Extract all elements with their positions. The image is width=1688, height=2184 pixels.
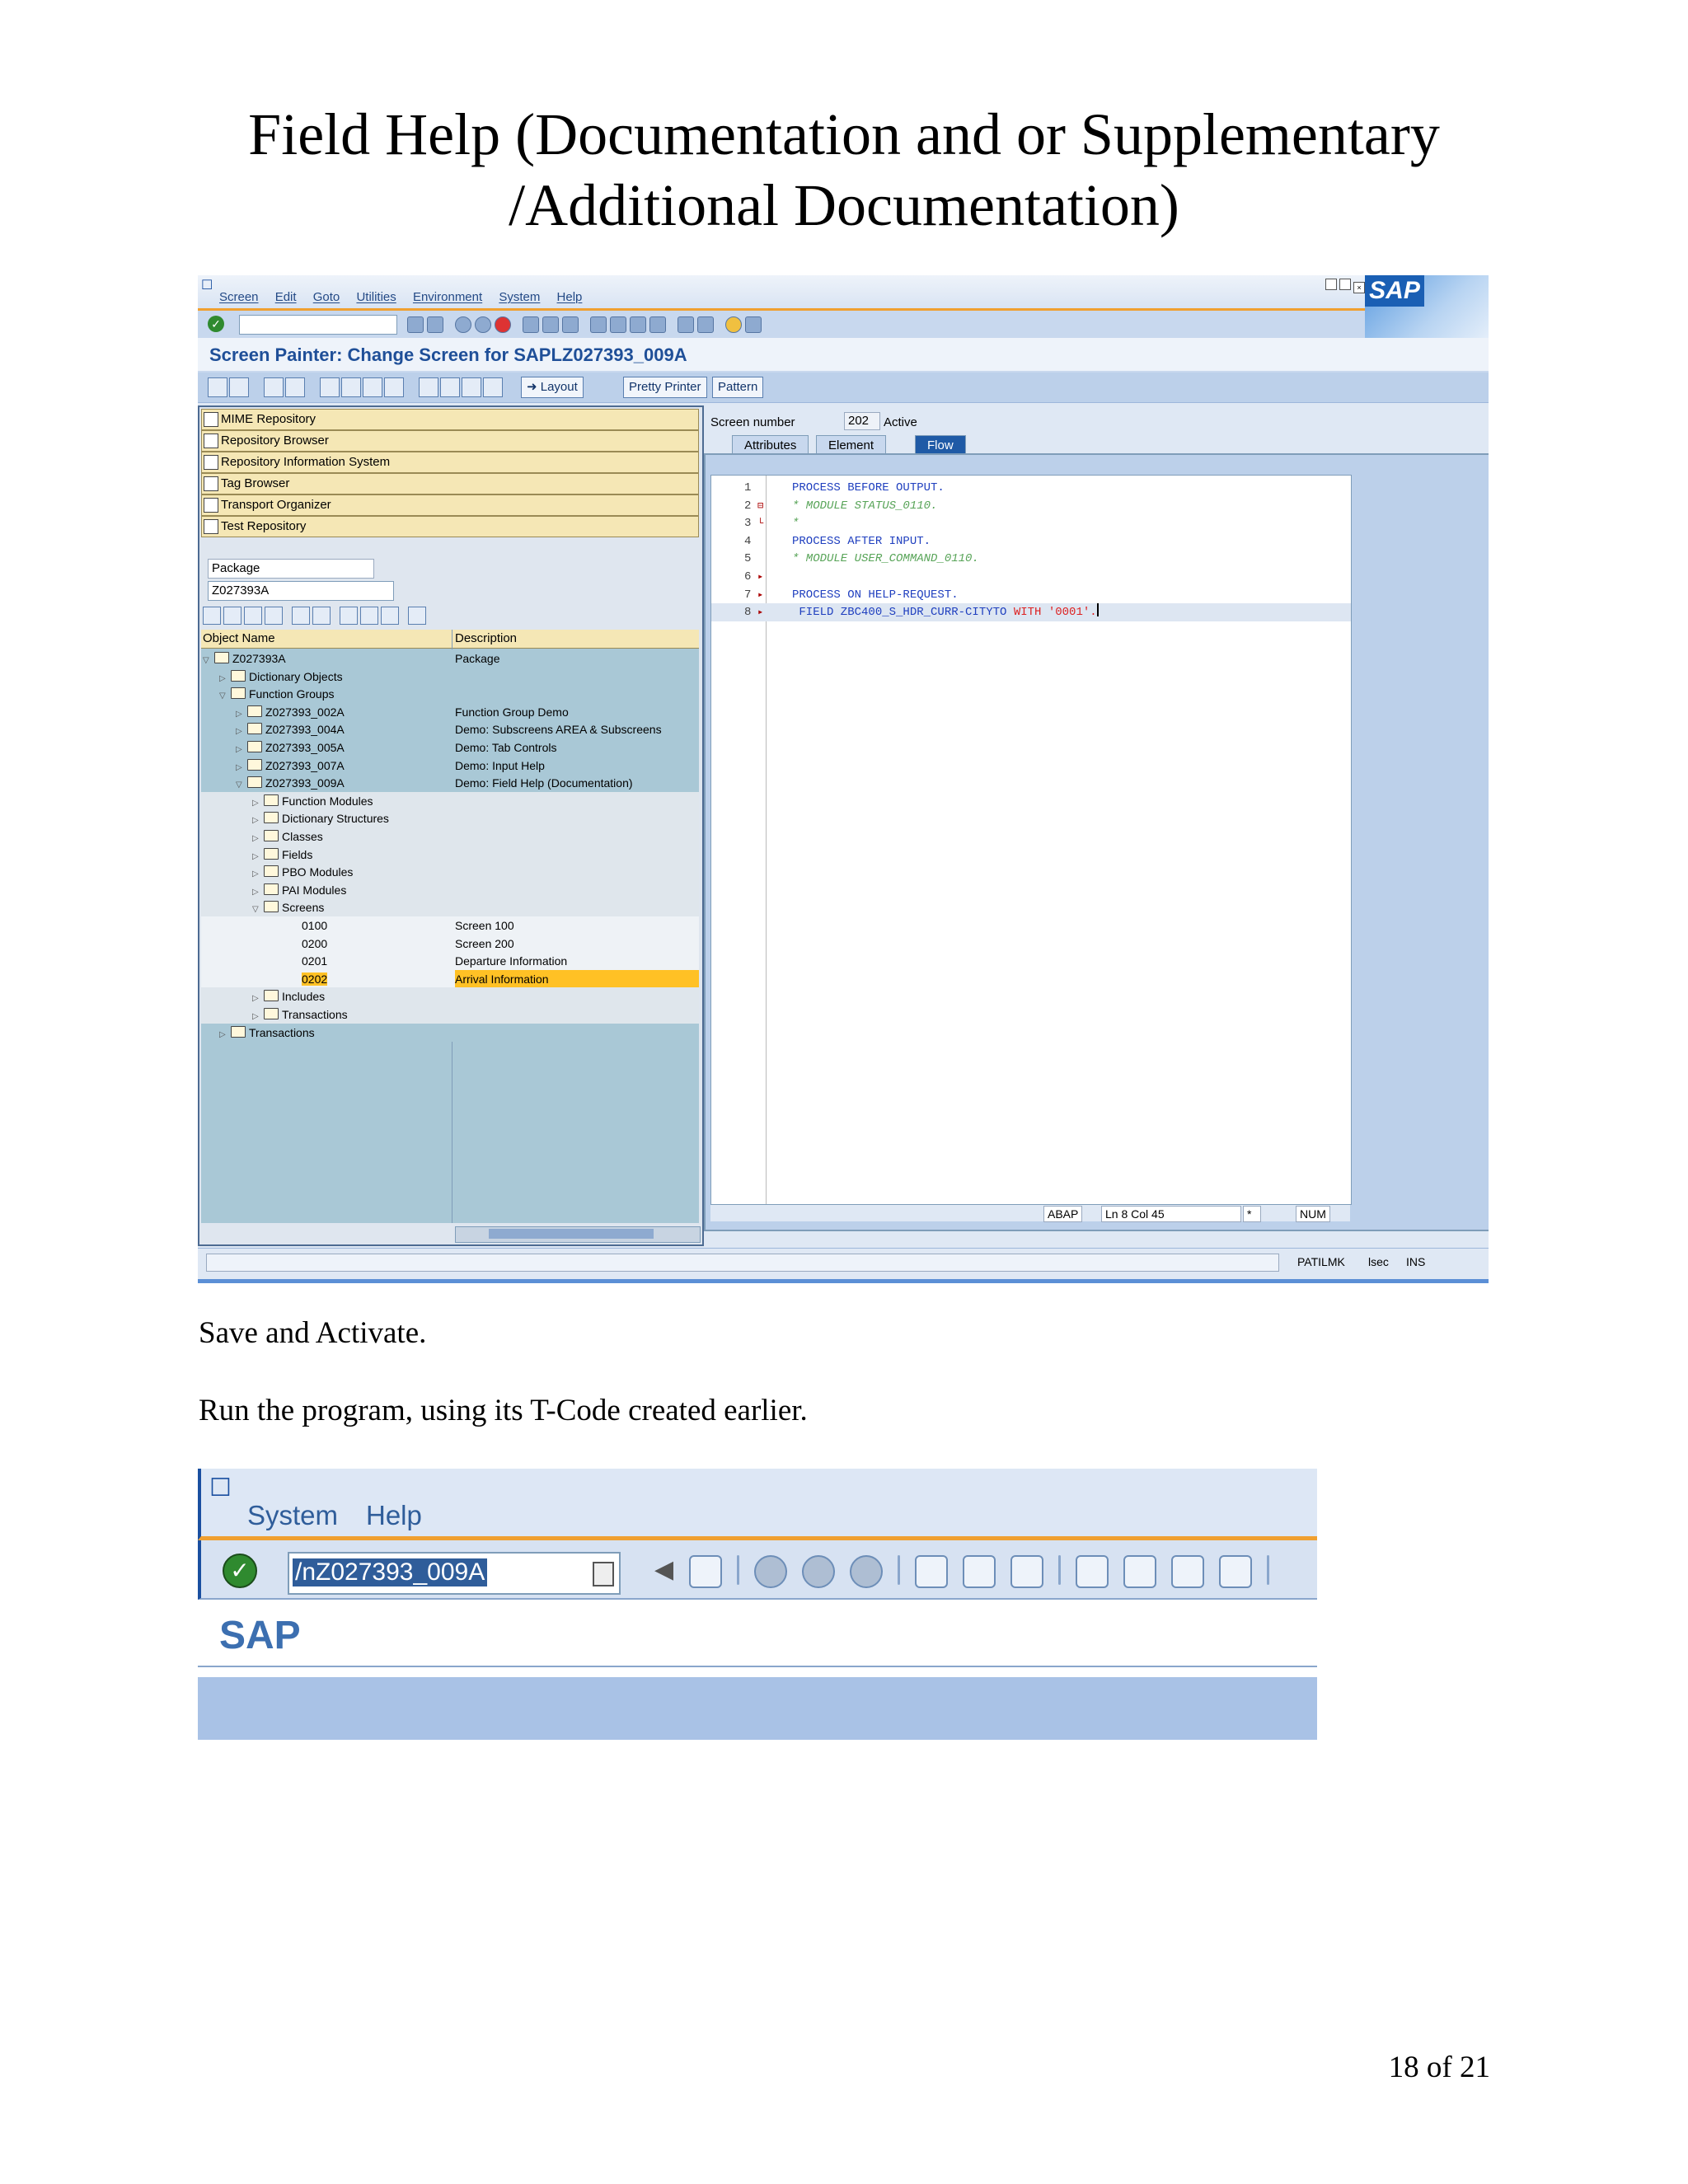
modified-flag: * xyxy=(1243,1206,1261,1222)
tree-row[interactable]: ▷ Z027393_004A Demo: Subscreens AREA & Subscreens xyxy=(201,720,699,738)
tree-display-icon[interactable] xyxy=(360,607,378,625)
first-page-icon[interactable] xyxy=(590,316,607,333)
tree-toolbar xyxy=(203,607,429,628)
last-page-icon-2[interactable] xyxy=(1219,1555,1252,1588)
nav-test-repository[interactable]: Test Repository xyxy=(201,516,699,537)
info-icon[interactable] xyxy=(483,377,503,397)
num-lock: NUM xyxy=(1296,1206,1330,1222)
menu-items xyxy=(219,290,595,304)
title-bar xyxy=(198,338,1489,373)
save-icon-2[interactable] xyxy=(689,1555,722,1588)
window-controls xyxy=(1323,279,1365,293)
back-icon-2[interactable] xyxy=(754,1555,787,1588)
tree-row[interactable]: ▷ Classes xyxy=(201,827,699,846)
menu-bar xyxy=(198,275,1489,311)
tree-row[interactable]: ▷ PAI Modules xyxy=(201,881,699,899)
code-line[interactable]: 8 ▸ FIELD ZBC400_S_HDR_CURR-CITYTO WITH '0001'. xyxy=(711,603,1351,621)
screen-painter-screenshot xyxy=(198,275,1489,1283)
enter-check-icon-2[interactable]: ✓ xyxy=(223,1554,257,1588)
tree-up-icon[interactable] xyxy=(223,607,241,625)
window-icon[interactable]: ☐ xyxy=(201,279,213,293)
folder-icon xyxy=(214,652,229,663)
command-field-2[interactable] xyxy=(288,1552,621,1595)
code-line[interactable]: 2 ⊟ * MODULE STATUS_0110. xyxy=(711,497,1351,515)
find-icon-2[interactable] xyxy=(963,1555,996,1588)
cursor-position: Ln 8 Col 45 xyxy=(1101,1206,1241,1222)
code-line[interactable]: 6 ▸ xyxy=(711,568,1351,586)
fold-marker-icon: ⊟ xyxy=(757,499,764,512)
tree-row[interactable]: ▷ Z027393_007A Demo: Input Help xyxy=(201,757,699,775)
close-icon[interactable]: × xyxy=(1353,282,1365,293)
command-text: /nZ027393_009A xyxy=(293,1558,487,1586)
menu-utilities[interactable]: Utilities xyxy=(356,290,396,304)
editor-language: ABAP xyxy=(1043,1206,1082,1222)
tree-row[interactable]: ▽ Z027393A Package xyxy=(201,649,699,668)
tree-row[interactable]: ▷ Fields xyxy=(201,846,699,864)
menu-environment[interactable]: Environment xyxy=(412,290,483,304)
transport-icon xyxy=(204,498,218,513)
menu-screen[interactable]: Screen xyxy=(219,290,259,304)
tree-back-icon[interactable] xyxy=(203,607,221,625)
fold-marker-icon: └ xyxy=(757,518,764,530)
folder-icon xyxy=(264,883,279,895)
next-page-icon[interactable] xyxy=(630,316,646,333)
tag-icon xyxy=(204,476,218,491)
tree-row[interactable]: ▽ Function Groups xyxy=(201,685,699,703)
tree-row[interactable]: ▷ Dictionary Structures xyxy=(201,809,699,827)
folder-icon xyxy=(247,723,262,734)
history-icon[interactable] xyxy=(593,1562,614,1586)
tab-flow-logic[interactable]: Flow xyxy=(915,435,966,456)
folder-icon xyxy=(247,705,262,717)
display-change-icon[interactable] xyxy=(264,377,284,397)
menu-help[interactable]: Help xyxy=(556,290,583,304)
tree-row[interactable]: ▽ Screens xyxy=(201,898,699,916)
menu-edit[interactable]: Edit xyxy=(274,290,297,304)
object-type-select[interactable]: Package xyxy=(208,559,374,579)
status-bar xyxy=(198,1248,1489,1277)
sap-easy-access-screenshot xyxy=(198,1469,1317,1755)
help-icon[interactable] xyxy=(725,316,742,333)
nav-tag-browser[interactable]: Tag Browser xyxy=(201,473,699,494)
folder-icon xyxy=(231,687,246,699)
print-icon-2[interactable] xyxy=(915,1555,948,1588)
tree-row[interactable]: ▷ Function Modules xyxy=(201,792,699,810)
message-area xyxy=(206,1254,1279,1272)
tree-row[interactable]: ▷ Transactions xyxy=(201,1005,699,1024)
title-bar-2 xyxy=(198,1600,1317,1667)
where-used-icon[interactable] xyxy=(384,377,404,397)
screen-number-label: Screen number xyxy=(710,415,795,429)
folder-icon xyxy=(264,794,279,806)
menu-system[interactable]: System xyxy=(499,290,541,304)
screen-title-2: SAP xyxy=(219,1614,301,1657)
heading-line-2: /Additional Documentation) xyxy=(509,172,1179,238)
page-heading xyxy=(0,99,1688,241)
code-editor[interactable] xyxy=(710,475,1352,1205)
exit-icon[interactable] xyxy=(455,316,471,333)
new-session-icon[interactable] xyxy=(678,316,694,333)
hierarchy-icon[interactable] xyxy=(419,377,438,397)
folder-icon xyxy=(231,670,246,682)
folder-icon xyxy=(264,1008,279,1019)
layout-menu-icon[interactable] xyxy=(745,316,762,333)
fold-marker-icon: ▸ xyxy=(757,588,764,601)
folder-icon xyxy=(264,830,279,841)
folder-icon xyxy=(264,901,279,912)
navigation-pane xyxy=(198,405,704,1246)
menu-system-2[interactable]: System xyxy=(247,1500,339,1530)
window-icon-2[interactable]: ☐ xyxy=(209,1474,232,1502)
tree-header xyxy=(201,630,699,649)
screen-status: Active xyxy=(884,415,917,429)
shortcut-icon[interactable] xyxy=(697,316,714,333)
stop-icon[interactable] xyxy=(495,316,511,333)
repository-icon xyxy=(204,434,218,448)
folder-icon xyxy=(264,990,279,1001)
pretty-printer-button[interactable]: Pretty Printer xyxy=(623,377,707,398)
print-icon[interactable] xyxy=(523,316,539,333)
prev-page-icon[interactable] xyxy=(610,316,626,333)
application-toolbar-2 xyxy=(198,1677,1317,1740)
close-pane-icon[interactable] xyxy=(408,607,426,625)
save-icon[interactable] xyxy=(427,316,443,333)
cancel-icon[interactable] xyxy=(475,316,491,333)
tree-forward-icon[interactable] xyxy=(244,607,262,625)
back-arrow-icon[interactable] xyxy=(208,377,227,397)
sap-logo: SAP xyxy=(1365,275,1489,338)
col-description: Description xyxy=(455,631,518,645)
info-system-icon xyxy=(204,455,218,470)
prev-page-icon-2[interactable] xyxy=(1123,1555,1156,1588)
heading-line-1: Field Help (Documentation and or Supplementary xyxy=(248,101,1440,167)
instruction-run: Run the program, using its T-Code created earlier. xyxy=(199,1394,808,1427)
nav-transport-organizer[interactable]: Transport Organizer xyxy=(201,494,699,516)
toolbar-icons xyxy=(407,316,765,333)
forward-arrow-icon[interactable] xyxy=(229,377,249,397)
status-user: PATILMK xyxy=(1297,1255,1345,1268)
tree-row[interactable]: 0100 Screen 100 xyxy=(201,916,699,935)
pattern-button[interactable]: Pattern xyxy=(712,377,763,398)
folder-icon xyxy=(247,776,262,788)
collapse-icon[interactable] xyxy=(312,607,331,625)
instruction-save: Save and Activate. xyxy=(199,1316,427,1350)
standard-toolbar-2 xyxy=(198,1540,1317,1600)
status-ins: INS xyxy=(1406,1255,1426,1268)
find-next-icon-2[interactable] xyxy=(1010,1555,1043,1588)
package-input[interactable]: Z027393A xyxy=(208,581,394,601)
editor-status-bar xyxy=(710,1205,1350,1221)
page-number: 18 of 21 xyxy=(1388,2050,1490,2084)
window-icon-btn[interactable] xyxy=(462,377,481,397)
menu-goto[interactable]: Goto xyxy=(312,290,340,304)
object-tree xyxy=(201,630,699,1223)
refresh-icon[interactable] xyxy=(381,607,399,625)
minimize-icon[interactable] xyxy=(1325,279,1337,290)
nav-mime-repository[interactable]: MIME Repository xyxy=(201,409,699,430)
tree-row[interactable]: ▷ PBO Modules xyxy=(201,863,699,881)
expand-icon[interactable] xyxy=(292,607,310,625)
menu-help-2[interactable]: Help xyxy=(366,1500,422,1530)
test-icon[interactable] xyxy=(363,377,382,397)
nav-repository-info-system[interactable]: Repository Information System xyxy=(201,452,699,473)
tree-down-icon[interactable] xyxy=(265,607,283,625)
application-toolbar xyxy=(198,373,1489,403)
tree-row[interactable]: 0200 Screen 200 xyxy=(201,935,699,953)
col-object-name: Object Name xyxy=(203,631,275,645)
folder-icon xyxy=(264,865,279,877)
layout-button[interactable]: ➜ Layout xyxy=(521,377,584,398)
find-next-icon[interactable] xyxy=(562,316,579,333)
check-icon[interactable] xyxy=(320,377,340,397)
status-client: lsec xyxy=(1368,1255,1389,1268)
other-object-icon[interactable] xyxy=(285,377,305,397)
tree-row[interactable]: ▷ Includes xyxy=(201,987,699,1005)
folder-icon xyxy=(264,848,279,860)
code-line[interactable]: 7 ▸ PROCESS ON HELP-REQUEST. xyxy=(711,586,1351,604)
command-field[interactable] xyxy=(239,315,397,335)
code-line[interactable]: 3 └ * xyxy=(711,514,1351,532)
folder-icon xyxy=(247,759,262,771)
code-line[interactable]: 1 PROCESS BEFORE OUTPUT. xyxy=(744,481,945,494)
folder-icon xyxy=(264,812,279,823)
tab-element-list[interactable]: Element xyxy=(816,435,886,456)
cancel-icon-2[interactable] xyxy=(850,1555,883,1588)
mime-icon xyxy=(204,412,218,427)
activate-icon[interactable] xyxy=(341,377,361,397)
next-page-icon-2[interactable] xyxy=(1171,1555,1204,1588)
screen-number-field[interactable]: 202 xyxy=(844,412,880,430)
standard-toolbar xyxy=(198,311,1365,338)
tree-row[interactable]: ▷ Z027393_005A Demo: Tab Controls xyxy=(201,738,699,757)
back-icon[interactable] xyxy=(407,316,424,333)
object-list-icon[interactable] xyxy=(440,377,460,397)
editor-pane xyxy=(704,405,1489,1243)
back-triangle-icon[interactable]: ◀ xyxy=(654,1556,674,1583)
tree-row[interactable]: ▽ Z027393_009A Demo: Field Help (Documentation) xyxy=(201,774,699,792)
screen-title: Screen Painter: Change Screen for SAPLZ027393_009A xyxy=(209,344,687,365)
editor-frame xyxy=(704,453,1489,1231)
horizontal-scrollbar[interactable] xyxy=(455,1226,701,1243)
maximize-icon[interactable] xyxy=(1339,279,1351,290)
last-page-icon[interactable] xyxy=(649,316,666,333)
fold-marker-icon: ▸ xyxy=(757,607,764,619)
find-icon[interactable] xyxy=(542,316,559,333)
tree-row[interactable]: ▷ Z027393_002A Function Group Demo xyxy=(201,703,699,721)
fold-marker-icon: ▸ xyxy=(757,571,764,583)
folder-icon xyxy=(247,741,262,752)
toolbar-icons-2 xyxy=(654,1555,1284,1588)
tab-attributes[interactable]: Attributes xyxy=(732,435,809,456)
menu-bar-2 xyxy=(198,1469,1317,1540)
code-line[interactable]: 5 * MODULE USER_COMMAND_0110. xyxy=(744,552,979,566)
enter-check-icon[interactable]: ✓ xyxy=(208,316,224,332)
tree-hierarchy-icon[interactable] xyxy=(340,607,358,625)
nav-repository-browser[interactable]: Repository Browser xyxy=(201,430,699,452)
tree-row[interactable]: ▷ Transactions xyxy=(201,1024,699,1042)
first-page-icon-2[interactable] xyxy=(1076,1555,1109,1588)
tree-row[interactable]: ▷ Dictionary Objects xyxy=(201,668,699,686)
tree-row[interactable]: 0201 Departure Information xyxy=(201,952,699,970)
exit-icon-2[interactable] xyxy=(802,1555,835,1588)
tree-row[interactable]: 0202 Arrival Information xyxy=(201,970,699,988)
test-repo-icon xyxy=(204,519,218,534)
folder-icon xyxy=(231,1026,246,1038)
code-line[interactable]: 4 PROCESS AFTER INPUT. xyxy=(744,534,931,548)
